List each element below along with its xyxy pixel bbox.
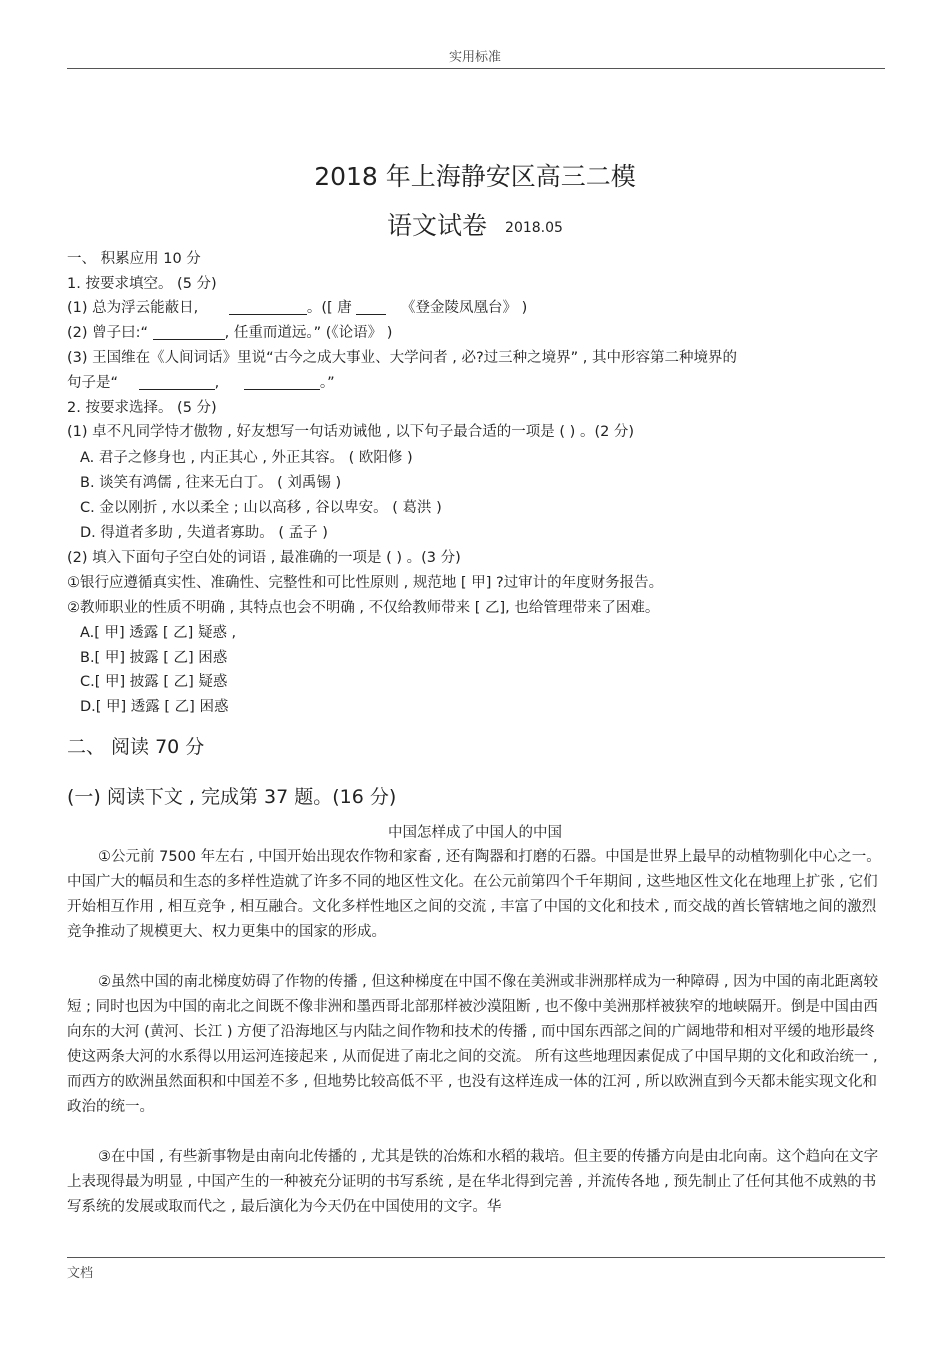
q1-item3-end: 。” xyxy=(319,375,335,391)
q2-sub2-option-a: A.[ 甲] 透露 [ 乙] 疑惑 , xyxy=(80,625,237,641)
answer-blank[interactable] xyxy=(153,325,225,340)
answer-blank[interactable] xyxy=(139,375,215,390)
q1-item1-source: 。([ 唐 xyxy=(306,300,352,316)
q1-item1-text: (1) 总为浮云能蔽日, xyxy=(67,300,199,316)
article-paragraph-2: ②虽然中国的南北梯度妨碍了作物的传播 , 但这种梯度在中国不像在美洲或非洲那样成为一种障碍 , 因为中国的南北距离较短 ; 同时也因为中国的南北之间既不像非洲和墨西哥北部那样被沙漠阻断 , 也不像中美洲那样被狭窄的地峡隔开。倒是中国由西向东的大河 (黄河、长江 ) 方便了沿海地区与内陆之间作物和技术的传播 , 而中国东西部之间的广阔地带和相对平缓的地形最终使这两条大河的水系得以用运河连接起来 , 从而促进了南北之间的交流。 所有这些地理因素促成了中国早期的文化和政治统一 , 而西方的欧洲虽然面积和中国差不多 , 但地势比较高低不平 , 也没有这样连成一体的江河 , 所以欧洲直到今天都未能实现文化和政治的统一。 xyxy=(67,974,879,1115)
exam-subtitle xyxy=(0,206,950,242)
q2-sub1-option-d: D. 得道者多助 , 失道者寡助。 ( 孟子 ) xyxy=(80,525,328,541)
q1-title: 1. 按要求填空。 (5 分) xyxy=(67,276,217,292)
page-header: 实用标准 xyxy=(448,50,501,65)
q1-item2-source: , 任重而道远。” (《论语》 ) xyxy=(224,325,393,341)
q2-sub2-option-d: D.[ 甲] 透露 [ 乙] 困惑 xyxy=(80,699,229,715)
section1-heading: 一、 积累应用 10 分 xyxy=(67,251,201,267)
q1-item3-prefix: 句子是“ xyxy=(67,375,119,391)
exam-date: 2018.05 xyxy=(505,220,563,236)
q1-item3-line1: (3) 王国维在《人间词话》里说“古今之成大事业、大学问者 , 必?过三种之境界” , 其中形容第二种境界的 xyxy=(67,350,738,366)
q2-sub2-option-c: C.[ 甲] 披露 [ 乙] 疑惑 xyxy=(80,674,228,690)
q1-item2 xyxy=(67,323,392,343)
q2-sentence2: ②教师职业的性质不明确 , 其特点也会不明确 , 不仅给教师带来 [ 乙], 也给管理带来了困难。 xyxy=(67,600,660,616)
q1-item2-text: (2) 曾子曰:“ xyxy=(67,325,149,341)
q2-sentence1: ①银行应遵循真实性、准确性、完整性和可比性原则 , 规范地 [ 甲] ?过审计的年度财务报告。 xyxy=(67,575,664,591)
q1-item3-line2 xyxy=(67,373,335,393)
header-divider xyxy=(67,68,885,69)
exam-title: 2018 年上海静安区高三二模 xyxy=(314,162,636,191)
q2-sub1-option-b: B. 谈笑有鸿儒 , 往来无白丁。 ( 刘禹锡 ) xyxy=(80,475,342,491)
article-title: 中国怎样成了中国人的中国 xyxy=(388,825,562,841)
q2-sub2-option-b: B.[ 甲] 披露 [ 乙] 困惑 xyxy=(80,650,228,666)
subject-label: 语文试卷 xyxy=(387,211,488,240)
part1-heading: (一) 阅读下文 , 完成第 37 题。(16 分) xyxy=(67,786,397,808)
footer-divider xyxy=(67,1257,885,1258)
section2-heading: 二、 阅读 70 分 xyxy=(67,736,205,758)
page-footer: 文档 xyxy=(67,1266,94,1281)
answer-blank[interactable] xyxy=(244,375,320,390)
q2-sub2: (2) 填入下面句子空白处的词语 , 最准确的一项是 ( ) 。(3 分) xyxy=(67,550,461,566)
answer-blank[interactable] xyxy=(356,300,386,315)
q1-item3-comma: , xyxy=(214,375,220,391)
q1-item1-poem: 《登金陵凤凰台》 ) xyxy=(401,300,528,316)
article-paragraph-3: ③在中国 , 有些新事物是由南向北传播的 , 尤其是铁的冶炼和水稻的栽培。但主要的传播方向是由北向南。这个趋向在文字上表现得最为明显 , 中国产生的一种被充分证明的书写系统 , 是在华北得到完善 , 并流传各地 , 预先制止了任何其他不成熟的书写系统的发展或取而代之 , 最后演化为今天仍在中国使用的文字。华 xyxy=(67,1149,879,1215)
q2-sub1-option-a: A. 君子之修身也 , 内正其心 , 外正其容。 ( 欧阳修 ) xyxy=(80,450,413,466)
q2-sub1-option-c: C. 金以刚折 , 水以柔全 ; 山以高移 , 谷以卑安。 ( 葛洪 ) xyxy=(80,500,442,516)
article-paragraph-1: ①公元前 7500 年左右 , 中国开始出现农作物和家畜 , 还有陶器和打磨的石器。中国是世界上最早的动植物驯化中心之一。中国广大的幅员和生态的多样性造就了许多不同的地区性文化。在公元前第四个千年期间 , 这些地区性文化在地理上扩张 , 它们开始相互作用 , 相互竞争 , 相互融合。文化多样性地区之间的交流 , 丰富了中国的文化和技术 , 而交战的酋长管辖地之间的激烈竞争推动了规模更大、权力更集中的国家的形成。 xyxy=(67,849,881,940)
q2-title: 2. 按要求选择。 (5 分) xyxy=(67,400,217,416)
q1-item1 xyxy=(67,298,527,318)
answer-blank[interactable] xyxy=(229,300,307,315)
q2-sub1: (1) 卓不凡同学恃才傲物 , 好友想写一句话劝诫他 , 以下句子最合适的一项是 ( ) 。(2 分) xyxy=(67,424,635,440)
